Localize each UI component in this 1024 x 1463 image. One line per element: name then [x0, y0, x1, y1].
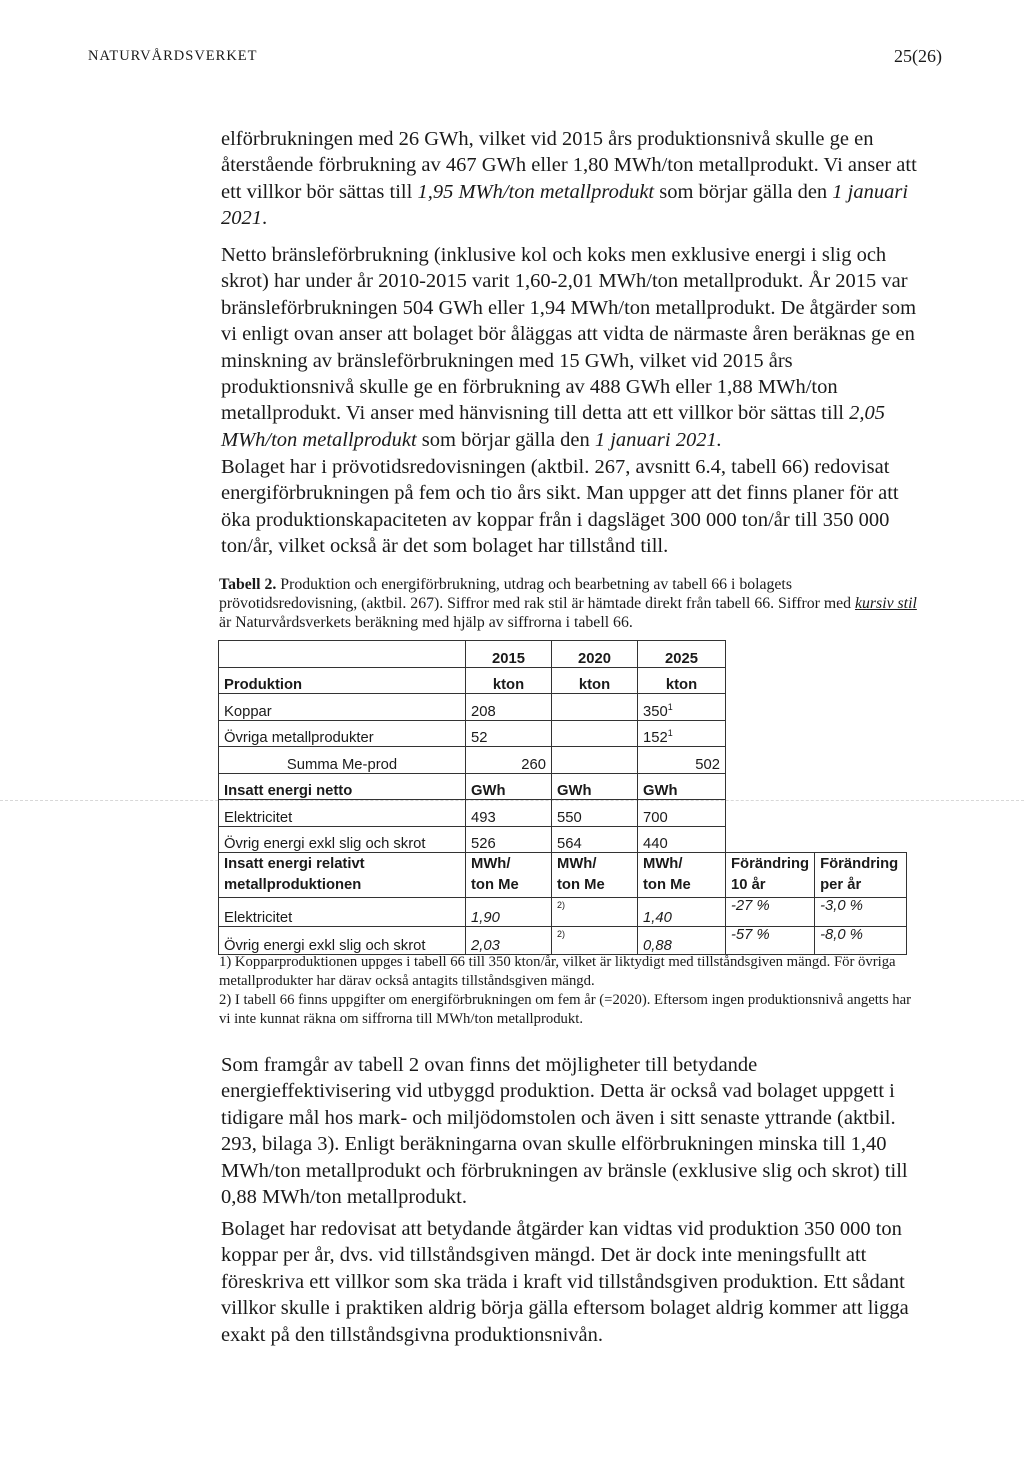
table-row: Summa Me-prod 260 502 — [219, 747, 907, 774]
energy-table — [218, 640, 907, 955]
paragraph-3: Bolaget har i prövotidsredovisningen (aktbil. 267, avsnitt 6.4, tabell 66) redovisat energiförbrukningen på fem och tio års sikt. Man uppger att det finns planer för att öka produktionskapaciteten av koppar från i dagsläget 300 000 ton/år till 350 000 ton/år, vilket också är det som bolaget har tillstånd till. — [221, 456, 899, 558]
table-row: Insatt energi netto GWh GWh GWh — [219, 773, 907, 800]
table-row: Elektricitet 493 550 700 — [219, 800, 907, 827]
table-row: Övrig energi exkl slig och skrot 2,03 2) 0,88 -57 % -8,0 % — [219, 926, 907, 955]
table-row: 2015 2020 2025 — [219, 641, 907, 668]
table-row: Övrig energi exkl slig och skrot 526 564 440 — [219, 826, 907, 853]
paragraph-2: Netto bränsleförbrukning (inklusive kol och koks men exklusive energi i slig och skrot) har under år 2010-2015 varit 1,60-2,01 MWh/ton metallprodukt. År 2015 var bränsleförbrukningen 504 GWh eller 1,94 MWh/ton metallprodukt. De åtgärder som vi enligt ovan anser att bolaget bör åläggas att vidta de närmaste åren beräknas ge en minskning av bränsleförbrukningen med 15 GWh, vilket vid 2015 års produktionsnivå skulle ge en förbrukning av 488 GWh eller 1,88 MWh/ton metallprodukt. Vi anser med hänvisning till detta att ett villkor bör sättas till 2,05 MWh/ton metallprodukt som börjar gälla den 1 januari 2021. — [221, 244, 917, 451]
footnote-2: 2) I tabell 66 finns uppgifter om energiförbrukningen om fem år (=2020). Eftersom ingen produktionsnivå angetts har vi inte kunnat räkna om siffrorna till MWh/ton metallprodukt. — [219, 992, 912, 1027]
table-row: Produktion kton kton kton — [219, 667, 907, 694]
table-row: Koppar 208 $350^1$ — [219, 694, 907, 721]
table-row: Insatt energi relativt metallproduktionen MWh/ ton Me MWh/ ton Me MWh/ ton Me Förändring 10 år Förändring per år — [219, 853, 907, 898]
table-row: Övriga metallprodukter 52 $152^1$ — [219, 720, 907, 747]
table-caption: Tabell 2. Produktion och energiförbrukning, utdrag och bearbetning av tabell 66 i bolagets prövotidsredovisning, (aktbil. 267). Siffror med rak stil är hämtade direkt från tabell 66. Siffror med kursiv stil är Naturvårdsverkets beräkning med hjälp av siffrorna i tabell 66. — [219, 576, 917, 631]
table-row: Elektricitet 1,90 2) 1,40 -27 % -3,0 % — [219, 898, 907, 927]
footnote-1: 1) Kopparproduktionen uppges i tabell 66 till 350 kton/år, vilket är liktydigt med tillståndsgiven mängd. För övriga metallprodukter har därav också antagits tillståndsgiven mängd. — [219, 954, 896, 989]
page-number: 25(26) — [894, 46, 942, 66]
paragraph-1: elförbrukningen med 26 GWh, vilket vid 2015 års produktionsnivå skulle ge en återstående förbrukning av 467 GWh eller 1,80 MWh/ton metallprodukt. Vi anser att ett villkor bör sättas till 1,95 MWh/ton metallprodukt som börjar gälla den 1 januari 2021. — [221, 128, 917, 230]
header-org: NATURVÅRDSVERKET — [88, 48, 258, 64]
paragraph-5: Bolaget har redovisat att betydande åtgärder kan vidtas vid produktion 350 000 ton koppar per år, dvs. vid tillståndsgiven mängd. Det är dock inte meningsfullt att föreskriva ett villkor som ska träda i kraft vid tillståndsgiven produktion. Ett sådant villkor skulle i praktiken aldrig börja gälla eftersom bolaget aldrig kommer att ligga exakt på den tillståndsgivna produktionsnivån. — [221, 1218, 909, 1346]
paragraph-4: Som framgår av tabell 2 ovan finns det möjligheter till betydande energieffektivisering vid utbyggd produktion. Detta är också vad bolaget uppgett i tidigare mål hos mark- och miljödomstolen och även i sitt senaste yttrande (aktbil. 293, bilaga 3). Enligt beräkningarna ovan skulle elförbrukningen minska till 1,40 MWh/ton metallprodukt och förbrukningen av bränsle (exklusive slig och skrot) till 0,88 MWh/ton metallprodukt. — [221, 1054, 908, 1209]
table-footnotes — [219, 953, 919, 1029]
